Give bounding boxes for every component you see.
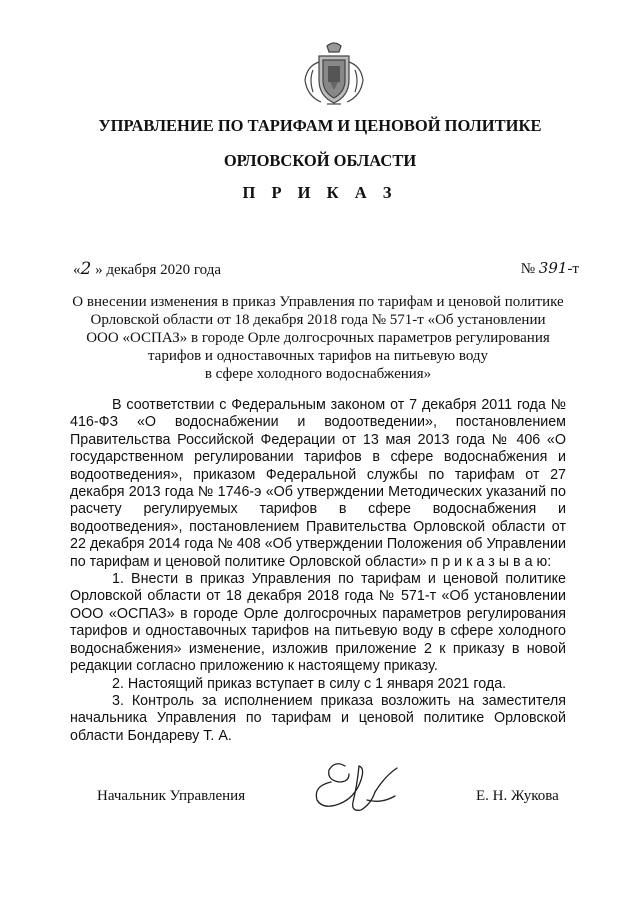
document-type-title: П Р И К А З: [242, 183, 398, 202]
subject-line-5: в сфере холодного водоснабжения»: [204, 366, 432, 382]
body-text: [70, 397, 566, 745]
subject-line-1: О внесении изменения в приказ Управления по тарифам и ценовой политике: [72, 294, 564, 310]
signatory-title: Начальник Управления: [97, 788, 246, 804]
region-title: ОРЛОВСКОЙ ОБЛАСТИ: [223, 151, 417, 170]
date-month-year: » декабря 2020 года: [91, 262, 222, 278]
item-3-paragraph: 3. Контроль за исполнением приказа возложить на заместителя начальника Управления по тарифам и ценовой политике Орловской области Бондареву Т. А.: [70, 692, 566, 744]
order-date: [73, 259, 221, 279]
number-suffix: -т: [567, 261, 579, 277]
agency-title: УПРАВЛЕНИЕ ПО ТАРИФАМ И ЦЕНОВОЙ ПОЛИТИКЕ: [98, 116, 542, 135]
preamble-paragraph: В соответствии с Федеральным законом от 7 декабря 2011 года № 416-ФЗ «О водоснабжении и водоотведении», постановлением Правительства Российской Федерации от 13 мая 2013 года № 406 «О государственном регулировании тарифов в сфере водоснабжения и водоотведения», приказом Федеральной службы по тарифам от 27 декабря 2013 года № 1746-э «Об утверждении Методических указаний по расчету регулируемых тарифов в сфере водоснабжения и водоотведения», постановлением Правительства Орловской области от 22 декабря 2014 года № 408 «Об утверждении Положения об Управлении по тарифам и ценовой политике Орловской области» п р и к а з ы в а ю:: [70, 397, 566, 570]
date-open-quote: «: [73, 262, 81, 278]
number-handwritten: 391: [538, 259, 568, 277]
handwritten-signature: [305, 756, 417, 826]
date-day-handwritten: 2: [80, 259, 92, 279]
subject-line-2: Орловской области от 18 декабря 2018 года № 571-т «Об установлении: [90, 312, 546, 328]
coat-of-arms-emblem: [297, 40, 371, 108]
number-prefix: №: [520, 261, 539, 277]
item-2-paragraph: 2. Настоящий приказ вступает в силу с 1 января 2021 года.: [112, 675, 507, 692]
subject-line-3: ООО «ОСПАЗ» в городе Орле долгосрочных параметров регулирования: [86, 330, 550, 346]
signatory-name: Е. Н. Жукова: [476, 788, 559, 804]
subject-line-4: тарифов и одноставочных тарифов на питьевую воду: [147, 348, 489, 364]
order-number: [521, 259, 579, 278]
item-1-paragraph: 1. Внести в приказ Управления по тарифам и ценовой политике Орловской области от 18 декабря 2018 года № 571-т «Об установлении ООО «ОСПАЗ» в городе Орле долгосрочных параметров регулирования тарифов и одноставочных тарифов на питьевую воду в сфере холодного водоснабжения» изменение, изложив приложение 2 к приказу в новой редакции согласно приложению к настоящему приказу.: [70, 571, 566, 675]
